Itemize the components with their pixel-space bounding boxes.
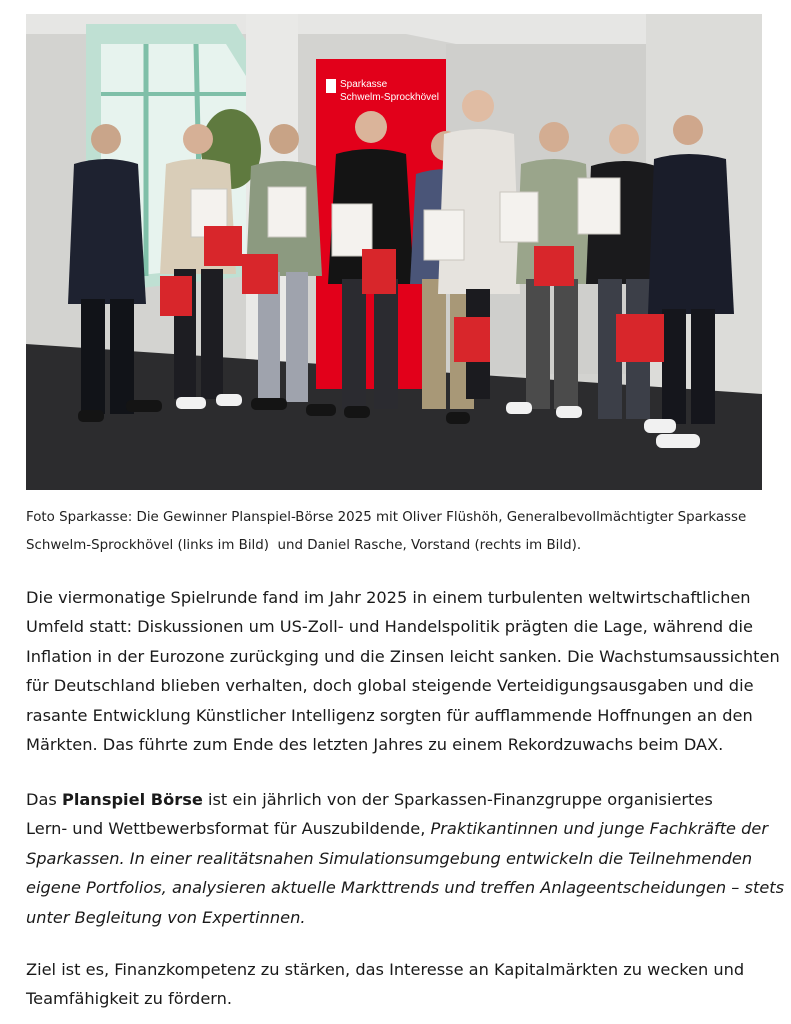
paragraph-line: Märkten. Das führte zum Ende des letzten Jahres zu einem Rekordzuwachs beim DAX. [26,735,724,755]
lead-suffix: ist ein jährlich von der Sparkassen-Finanzgruppe organisiertes [202,790,713,809]
paragraph-line [26,785,776,814]
photo-caption [26,504,771,560]
sparkasse-logo [326,79,336,93]
banner-brand: Sparkasse [340,79,388,90]
paragraph-line: Teamfähigkeit zu fördern. [26,989,233,1009]
line2-plain: Lern- und Wettbewerbsformat für Auszubildende, [26,819,431,839]
paragraph-line: Ziel ist es, Finanzkompetenz zu stärken, das Interesse an Kapitalmärkten zu wecken und [26,960,745,979]
paragraph-line: für Deutschland blieben verhalten, doch global steigende Verteidigungsausgaben und die [26,676,754,696]
caption-line-2: Schwelm-Sprockhövel (links im Bild) und Daniel Rasche, Vorstand (rechts im Bild). [26,538,582,553]
lead-prefix: Das [26,790,62,809]
paragraph-line: eigene Portfolios, analysieren aktuelle Markttrends und treffen Anlageentscheidungen – stets [26,878,785,898]
paragraph-line: Die viermonatige Spielrunde fand im Jahr 2025 in einem turbulenten weltwirtschaftlichen [26,588,751,607]
paragraph-planspiel [26,785,785,932]
paragraph-market-context [26,583,780,759]
group-photo-illustration [26,14,762,490]
caption-line-1: Foto Sparkasse: Die Gewinner Planspiel-Börse 2025 mit Oliver Flüshöh, Generalbevollmächtigter Sparkasse [26,510,747,525]
paragraph-line: Inflation in der Eurozone zurückging und die Zinsen leicht sanken. Die Wachstumsaussichten [26,646,780,666]
paragraph-line: Sparkassen. In einer realitätsnahen Simulationsumgebung entwickeln die Teilnehmenden [26,848,753,868]
line2-italic: Praktikantinnen und junge Fachkräfte der [430,819,769,839]
group-photo [26,14,762,490]
paragraph-line: Umfeld statt: Diskussionen um US-Zoll- und Handelspolitik prägten die Lage, während die [26,617,753,637]
paragraph-goal [26,955,776,1014]
banner-region: Schwelm-Sprockhövel [340,92,439,103]
paragraph-line [26,814,776,843]
planspiel-boerse-bold: Planspiel Börse [61,790,203,809]
paragraph-line: unter Begleitung von Expertinnen. [26,907,306,927]
paragraph-line: rasante Entwicklung Künstlicher Intelligenz sorgten für aufflammende Hoffnungen an den [26,705,753,725]
